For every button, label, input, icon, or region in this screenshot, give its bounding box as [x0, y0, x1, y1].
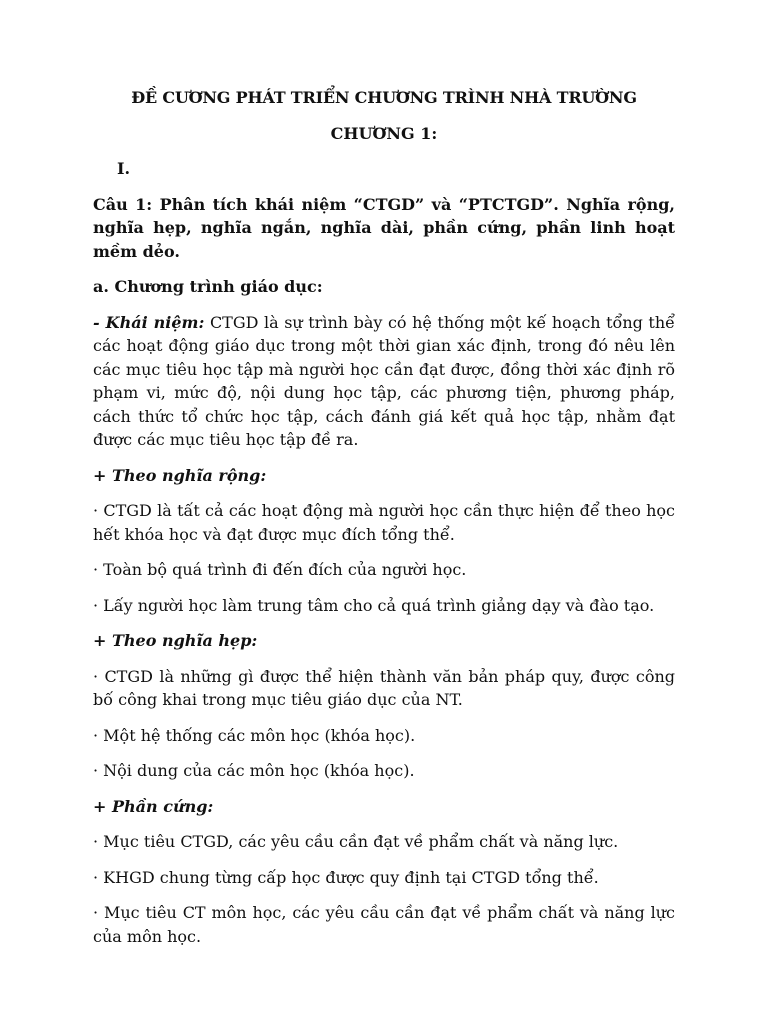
hard-item: · Mục tiêu CT môn học, các yêu cầu cần đạt về phẩm chất và năng lực của môn học.: [93, 903, 675, 946]
document-title: ĐỀ CƯƠNG PHÁT TRIỂN CHƯƠNG TRÌNH NHÀ TRƯỜNG: [131, 88, 637, 107]
narrow-item: · CTGD là những gì được thể hiện thành văn bản pháp quy, được công bố công khai trong mục tiêu giáo dục của NT.: [93, 666, 675, 709]
broad-item: · Toàn bộ quá trình đi đến đích của người học.: [93, 560, 467, 579]
broad-item: · CTGD là tất cả các hoạt động mà người học cần thực hiện để theo học hết khóa học và đạt được mục đích tổng thể.: [93, 501, 675, 544]
concept-paragraph: [93, 311, 675, 452]
section-a-heading: a. Chương trình giáo dục:: [93, 277, 323, 296]
roman-numeral-heading: I.: [117, 159, 131, 178]
broad-meaning-heading: + Theo nghĩa rộng:: [93, 465, 267, 485]
concept-label: - Khái niệm:: [93, 312, 205, 332]
hard-part-heading: + Phần cứng:: [93, 796, 214, 816]
narrow-item: · Một hệ thống các môn học (khóa học).: [93, 725, 416, 745]
question-heading: Câu 1: Phân tích khái niệm “CTGD” và “PTCTGD”. Nghĩa rộng, nghĩa hẹp, nghĩa ngắn, nghĩa dài, phần cứng, phần linh hoạt mềm dẻo.: [93, 194, 675, 261]
chapter-heading: CHƯƠNG 1:: [330, 123, 438, 143]
broad-item: · Lấy người học làm trung tâm cho cả quá trình giảng dạy và đào tạo.: [93, 595, 655, 615]
hard-item: · KHGD chung từng cấp học được quy định tại CTGD tổng thể.: [93, 867, 599, 887]
concept-text: CTGD là sự trình bày có hệ thống một kế hoạch tổng thể các hoạt động giáo dục trong một thời gian xác định, trong đó nêu lên các mục tiêu học tập mà người học cần đạt được, đồng thời xác định rõ phạm vi, mức độ, nội dung học tập, các phương tiện, phương pháp, cách thức tổ chức học tập, cách đánh giá kết quả học tập, nhằm đạt được các mục tiêu học tập đề ra.: [93, 312, 676, 449]
narrow-meaning-heading: + Theo nghĩa hẹp:: [93, 631, 258, 650]
hard-item: · Mục tiêu CTGD, các yêu cầu cần đạt về phẩm chất và năng lực.: [93, 832, 619, 851]
narrow-item: · Nội dung của các môn học (khóa học).: [93, 761, 415, 780]
